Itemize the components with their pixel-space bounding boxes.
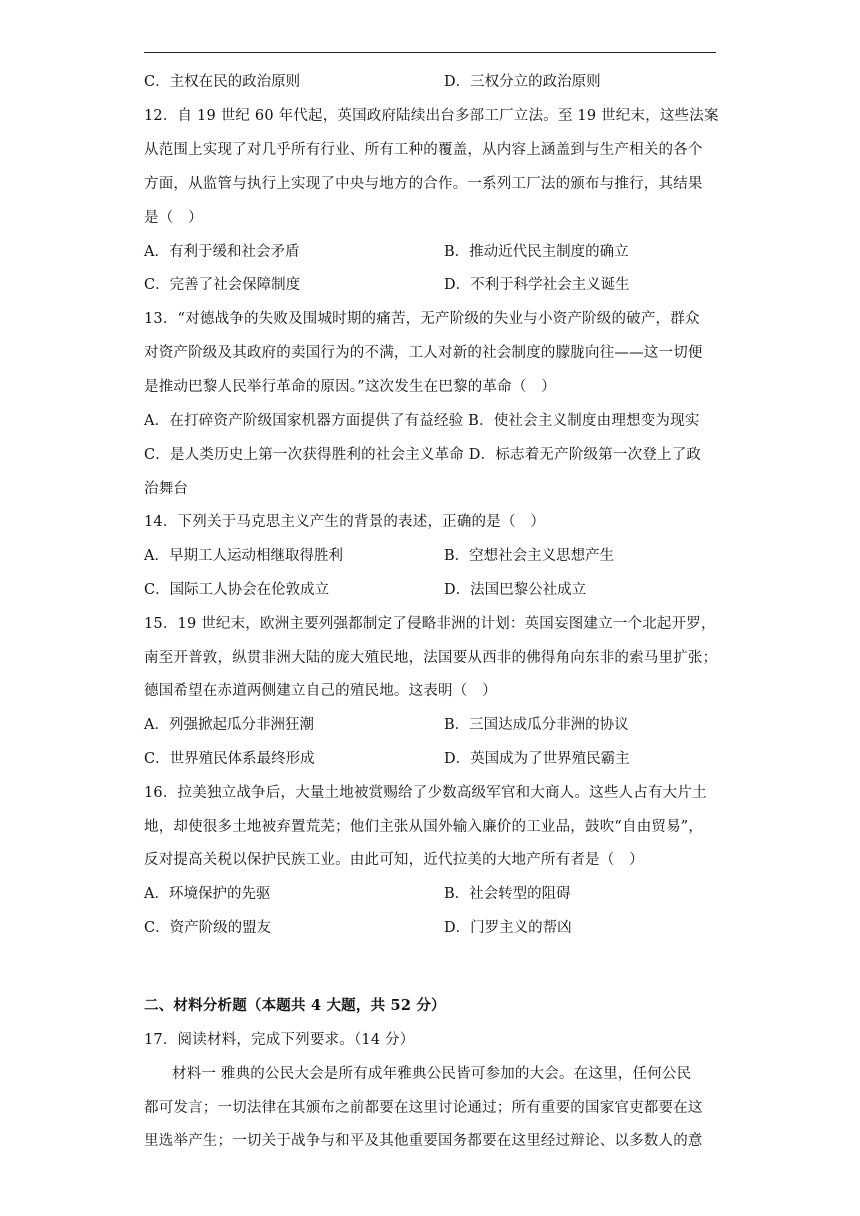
q13-options-line-1: A．在打碎资产阶级国家机器方面提供了有益经验 B．使社会主义制度由理想变为现实 xyxy=(144,413,700,429)
q14-option-d: D．法国巴黎公社成立 xyxy=(444,582,587,598)
q16-stem-line-1: 16．拉美独立战争后，大量土地被赏赐给了少数高级军官和大商人。这些人占有大片土 xyxy=(144,785,707,801)
q14-option-a: A．早期工人运动相继取得胜利 xyxy=(144,548,343,564)
q17-material-line-1: 材料一 雅典的公民大会是所有成年雅典公民皆可参加的大会。在这里，任何公民 xyxy=(172,1066,692,1082)
q15-option-a: A．列强掀起瓜分非洲狂潮 xyxy=(144,717,314,733)
q13-stem-line-1: 13．“对德战争的失败及围城时期的痛苦，无产阶级的失业与小资产阶级的破产，群众 xyxy=(144,311,700,327)
q12-stem-line-4: 是（ ） xyxy=(144,210,203,226)
q16-option-d: D．门罗主义的帮凶 xyxy=(444,920,572,936)
q14-option-b: B．空想社会主义思想产生 xyxy=(444,548,615,564)
q13-stem-line-3: 是推动巴黎人民举行革命的原因。”这次发生在巴黎的革命（ ） xyxy=(144,379,556,395)
q12-option-b: B．推动近代民主制度的确立 xyxy=(444,244,629,260)
q12-option-c: C．完善了社会保障制度 xyxy=(144,277,301,293)
q17-material-line-2: 都可发言；一切法律在其颁布之前都要在这里讨论通过；所有重要的国家官吏都要在这 xyxy=(144,1100,703,1116)
q11-option-d: D．三权分立的政治原则 xyxy=(444,74,601,90)
q15-stem-line-2: 南至开普敦，纵贯非洲大陆的庞大殖民地，法国要从西非的佛得角向东非的索马里扩张； xyxy=(144,650,718,666)
q16-option-a: A．环境保护的先驱 xyxy=(144,886,271,902)
q12-stem-line-2: 从范围上实现了对几乎所有行业、所有工种的覆盖，从内容上涵盖到与生产相关的各个 xyxy=(144,142,703,158)
q11-option-c: C．主权在民的政治原则 xyxy=(144,74,301,90)
q13-stem-line-2: 对资产阶级及其政府的卖国行为的不满，工人对新的社会制度的朦胧向往——这一切便 xyxy=(144,345,703,361)
q12-stem-line-1: 12．自 19 世纪 60 年代起，英国政府陆续出台多部工厂立法。至 19 世纪末，这些法案 xyxy=(144,108,719,124)
q17-material-line-3: 里选举产生；一切关于战争与和平及其他重要国务都要在这里经过辩论、以多数人的意 xyxy=(144,1133,703,1149)
q16-option-c: C．资产阶级的盟友 xyxy=(144,920,272,936)
q12-option-d: D．不利于科学社会主义诞生 xyxy=(444,277,630,293)
q15-option-b: B．三国达成瓜分非洲的协议 xyxy=(444,717,629,733)
q14-stem-line-1: 14．下列关于马克思主义产生的背景的表述，正确的是（ ） xyxy=(144,514,546,530)
q13-options-line-2: C．是人类历史上第一次获得胜利的社会主义革命 D．标志着无产阶级第一次登上了政 xyxy=(144,447,702,463)
q17-stem: 17．阅读材料，完成下列要求。（14 分） xyxy=(144,1032,415,1048)
q15-option-d: D．英国成为了世界殖民霸主 xyxy=(444,751,630,767)
q15-option-c: C．世界殖民体系最终形成 xyxy=(144,751,315,767)
q15-stem-line-3: 德国希望在赤道两侧建立自己的殖民地。这表明（ ） xyxy=(144,683,497,699)
header-rule xyxy=(144,52,716,53)
q12-stem-line-3: 方面，从监管与执行上实现了中央与地方的合作。一系列工厂法的颁布与推行，其结果 xyxy=(144,176,703,192)
q16-stem-line-2: 地，却使很多土地被弃置荒芜；他们主张从国外输入廉价的工业品，鼓吹“自由贸易”， xyxy=(144,819,704,835)
q16-option-b: B．社会转型的阻碍 xyxy=(444,886,571,902)
q13-options-line-3: 治舞台 xyxy=(144,481,189,497)
q15-stem-line-1: 15．19 世纪末，欧洲主要列强都制定了侵略非洲的计划：英国妄图建立一个北起开罗， xyxy=(144,616,716,632)
q12-option-a: A．有利于缓和社会矛盾 xyxy=(144,244,300,260)
q16-stem-line-3: 反对提高关税以保护民族工业。由此可知，近代拉美的大地产所有者是（ ） xyxy=(144,852,644,868)
section-2-title: 二、材料分析题（本题共 4 大题，共 52 分） xyxy=(144,997,446,1014)
q14-option-c: C．国际工人协会在伦敦成立 xyxy=(144,582,330,598)
